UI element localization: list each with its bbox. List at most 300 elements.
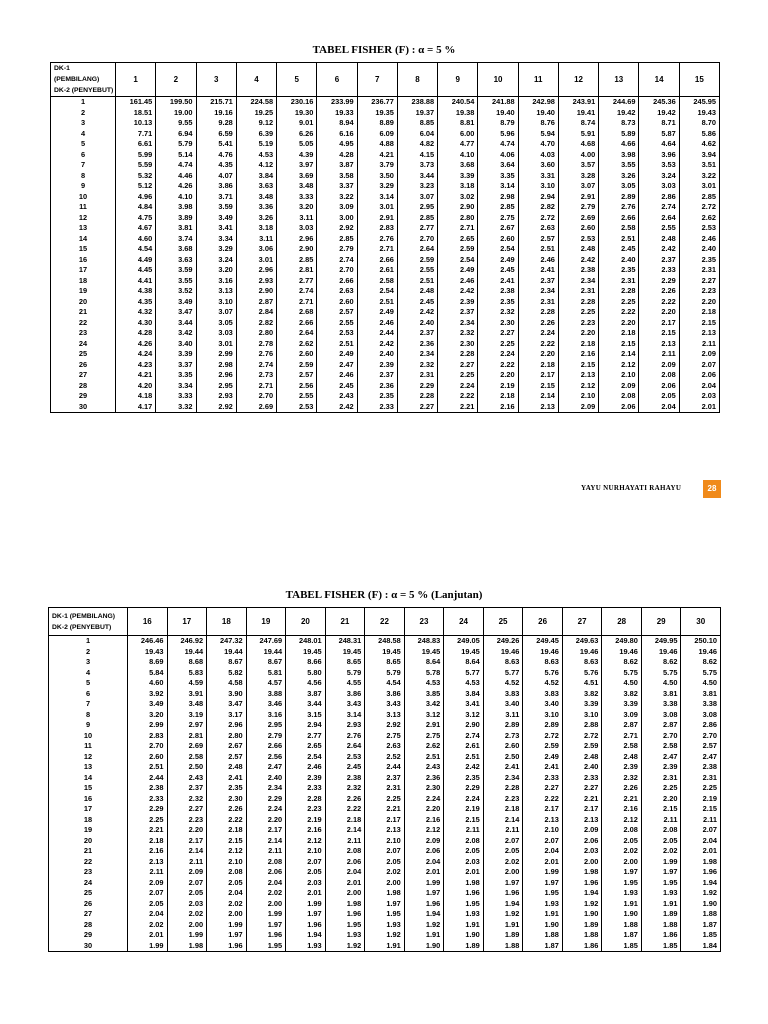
value-cell: 3.10 (523, 710, 563, 721)
value-cell: 19.41 (558, 108, 598, 119)
row-label-cell: 26 (49, 899, 128, 910)
value-cell: 3.06 (236, 244, 276, 255)
value-cell: 2.25 (478, 339, 518, 350)
value-cell: 2.56 (246, 752, 286, 763)
value-cell: 19.45 (444, 647, 484, 658)
value-cell: 2.90 (277, 244, 317, 255)
value-cell: 3.52 (156, 286, 196, 297)
row-label-cell: 14 (49, 773, 128, 784)
value-cell: 2.61 (357, 265, 397, 276)
value-cell: 3.28 (558, 171, 598, 182)
value-cell: 2.38 (558, 265, 598, 276)
row-label-cell: 27 (49, 909, 128, 920)
value-cell: 2.48 (207, 762, 247, 773)
value-cell: 1.96 (404, 899, 444, 910)
value-cell: 4.64 (639, 139, 679, 150)
value-cell: 3.43 (365, 699, 405, 710)
row-label-cell: 3 (49, 657, 128, 668)
table-title: TABEL FISHER (F) : α = 5 % (Lanjutan) (285, 589, 483, 601)
value-cell: 2.12 (207, 846, 247, 857)
value-cell: 2.66 (246, 741, 286, 752)
value-cell: 1.97 (365, 899, 405, 910)
value-cell: 2.20 (478, 370, 518, 381)
value-cell: 2.42 (639, 244, 679, 255)
value-cell: 2.20 (246, 815, 286, 826)
value-cell: 3.00 (317, 213, 357, 224)
value-cell: 4.76 (196, 150, 236, 161)
value-cell: 1.93 (523, 899, 563, 910)
value-cell: 1.92 (483, 909, 523, 920)
value-cell: 8.62 (602, 657, 642, 668)
value-cell: 2.07 (483, 836, 523, 847)
value-cell: 4.56 (286, 678, 326, 689)
value-cell: 6.00 (438, 129, 478, 140)
value-cell: 4.35 (116, 297, 156, 308)
row-label-cell: 19 (49, 825, 128, 836)
value-cell: 2.00 (207, 909, 247, 920)
value-cell: 2.01 (444, 867, 484, 878)
value-cell: 2.70 (128, 741, 168, 752)
value-cell: 4.35 (196, 160, 236, 171)
value-cell: 2.91 (558, 192, 598, 203)
value-cell: 8.76 (518, 118, 558, 129)
value-cell: 2.46 (438, 276, 478, 287)
row-label-cell: 30 (49, 941, 128, 952)
value-cell: 6.94 (156, 129, 196, 140)
value-cell: 2.13 (639, 339, 679, 350)
table-row (49, 825, 721, 836)
table-row (49, 878, 721, 889)
value-cell: 247.69 (246, 636, 286, 647)
value-cell: 2.83 (357, 223, 397, 234)
value-cell: 1.89 (562, 920, 602, 931)
value-cell: 2.69 (167, 741, 207, 752)
value-cell: 2.02 (246, 888, 286, 899)
value-cell: 3.40 (483, 699, 523, 710)
value-cell: 2.51 (599, 234, 639, 245)
value-cell: 3.79 (357, 160, 397, 171)
value-cell: 2.11 (641, 815, 681, 826)
value-cell: 2.66 (357, 255, 397, 266)
value-cell: 4.17 (116, 402, 156, 413)
value-cell: 3.39 (562, 699, 602, 710)
value-cell: 2.71 (438, 223, 478, 234)
table-row (51, 318, 720, 329)
value-cell: 3.60 (518, 160, 558, 171)
value-cell: 2.90 (438, 202, 478, 213)
row-label-cell: 22 (51, 318, 116, 329)
table-row (49, 783, 721, 794)
row-label-cell: 16 (51, 255, 116, 266)
value-cell: 2.17 (562, 804, 602, 815)
value-cell: 8.67 (207, 657, 247, 668)
value-cell: 244.69 (599, 97, 639, 108)
column-header: 29 (641, 608, 681, 636)
value-cell: 2.35 (444, 773, 484, 784)
table-row (51, 192, 720, 203)
value-cell: 2.37 (639, 255, 679, 266)
value-cell: 2.63 (365, 741, 405, 752)
value-cell: 2.09 (599, 381, 639, 392)
value-cell: 1.98 (444, 878, 484, 889)
value-cell: 3.40 (156, 339, 196, 350)
value-cell: 2.38 (681, 762, 721, 773)
value-cell: 2.45 (397, 297, 437, 308)
value-cell: 2.26 (207, 804, 247, 815)
value-cell: 2.28 (286, 794, 326, 805)
value-cell: 2.20 (599, 318, 639, 329)
value-cell: 3.16 (246, 710, 286, 721)
value-cell: 224.58 (236, 97, 276, 108)
value-cell: 2.12 (404, 825, 444, 836)
value-cell: 1.91 (365, 941, 405, 952)
value-cell: 2.40 (679, 244, 719, 255)
value-cell: 2.03 (562, 846, 602, 857)
value-cell: 2.44 (357, 328, 397, 339)
column-header: 3 (196, 63, 236, 97)
table-row (49, 678, 721, 689)
value-cell: 2.06 (639, 381, 679, 392)
value-cell: 2.06 (325, 857, 365, 868)
column-header: 19 (246, 608, 286, 636)
value-cell: 3.89 (156, 213, 196, 224)
value-cell: 2.10 (599, 370, 639, 381)
value-cell: 2.40 (599, 255, 639, 266)
value-cell: 3.42 (404, 699, 444, 710)
value-cell: 3.20 (277, 202, 317, 213)
table-row (51, 181, 720, 192)
value-cell: 8.68 (167, 657, 207, 668)
value-cell: 2.15 (558, 360, 598, 371)
value-cell: 5.91 (558, 129, 598, 140)
value-cell: 2.76 (325, 731, 365, 742)
value-cell: 2.13 (562, 815, 602, 826)
value-cell: 5.82 (207, 668, 247, 679)
value-cell: 1.95 (523, 888, 563, 899)
value-cell: 2.22 (207, 815, 247, 826)
value-cell: 8.64 (404, 657, 444, 668)
value-cell: 2.27 (438, 360, 478, 371)
value-cell: 3.07 (558, 181, 598, 192)
value-cell: 249.05 (444, 636, 484, 647)
row-label-cell: 7 (51, 160, 116, 171)
value-cell: 3.44 (156, 318, 196, 329)
value-cell: 2.92 (317, 223, 357, 234)
value-cell: 8.79 (478, 118, 518, 129)
value-cell: 2.77 (286, 731, 326, 742)
value-cell: 2.42 (317, 402, 357, 413)
value-cell: 247.32 (207, 636, 247, 647)
value-cell: 5.81 (246, 668, 286, 679)
value-cell: 2.03 (286, 878, 326, 889)
value-cell: 2.01 (325, 878, 365, 889)
row-label-cell: 27 (51, 370, 116, 381)
value-cell: 2.05 (639, 391, 679, 402)
value-cell: 2.14 (246, 836, 286, 847)
value-cell: 1.96 (562, 878, 602, 889)
value-cell: 2.37 (397, 328, 437, 339)
value-cell: 6.16 (317, 129, 357, 140)
value-cell: 2.95 (397, 202, 437, 213)
value-cell: 2.04 (679, 381, 719, 392)
value-cell: 2.37 (518, 276, 558, 287)
value-cell: 2.27 (397, 402, 437, 413)
value-cell: 1.89 (444, 941, 484, 952)
value-cell: 3.91 (167, 689, 207, 700)
table-row (51, 255, 720, 266)
value-cell: 4.77 (438, 139, 478, 150)
value-cell: 2.53 (317, 328, 357, 339)
value-cell: 3.14 (325, 710, 365, 721)
value-cell: 5.75 (602, 668, 642, 679)
value-cell: 1.99 (286, 899, 326, 910)
value-cell: 1.88 (483, 941, 523, 952)
value-cell: 1.94 (562, 888, 602, 899)
value-cell: 5.89 (599, 129, 639, 140)
header-dk1-label: DK-1 (PEMBILANG) (52, 612, 116, 620)
value-cell: 2.31 (365, 783, 405, 794)
value-cell: 1.96 (483, 888, 523, 899)
value-cell: 2.79 (558, 202, 598, 213)
value-cell: 3.81 (156, 223, 196, 234)
value-cell: 2.51 (444, 752, 484, 763)
value-cell: 3.87 (286, 689, 326, 700)
value-cell: 2.33 (286, 783, 326, 794)
table-row (49, 867, 721, 878)
value-cell: 4.88 (357, 139, 397, 150)
value-cell: 2.29 (246, 794, 286, 805)
value-cell: 2.38 (478, 286, 518, 297)
value-cell: 1.97 (483, 878, 523, 889)
row-label-cell: 7 (49, 699, 128, 710)
value-cell: 8.73 (599, 118, 639, 129)
value-cell: 2.26 (639, 286, 679, 297)
value-cell: 3.64 (478, 160, 518, 171)
value-cell: 2.85 (317, 234, 357, 245)
value-cell: 2.00 (365, 878, 405, 889)
value-cell: 1.93 (365, 920, 405, 931)
value-cell: 2.08 (602, 825, 642, 836)
value-cell: 2.11 (167, 857, 207, 868)
value-cell: 2.91 (404, 720, 444, 731)
value-cell: 3.33 (156, 391, 196, 402)
value-cell: 10.13 (116, 118, 156, 129)
value-cell: 1.92 (365, 930, 405, 941)
value-cell: 2.72 (523, 731, 563, 742)
header-label-cell (51, 63, 116, 97)
value-cell: 1.99 (167, 930, 207, 941)
value-cell: 1.99 (128, 941, 168, 952)
value-cell: 2.06 (679, 370, 719, 381)
value-cell: 2.07 (681, 825, 721, 836)
value-cell: 3.86 (196, 181, 236, 192)
value-cell: 1.91 (483, 920, 523, 931)
value-cell: 1.89 (641, 909, 681, 920)
value-cell: 2.71 (357, 244, 397, 255)
value-cell: 2.71 (236, 381, 276, 392)
value-cell: 3.49 (128, 699, 168, 710)
value-cell: 3.92 (128, 689, 168, 700)
value-cell: 3.74 (156, 234, 196, 245)
value-cell: 2.43 (167, 773, 207, 784)
value-cell: 3.29 (196, 244, 236, 255)
value-cell: 2.46 (317, 370, 357, 381)
value-cell: 2.55 (317, 318, 357, 329)
value-cell: 2.59 (523, 741, 563, 752)
value-cell: 4.60 (128, 678, 168, 689)
column-header: 15 (679, 63, 719, 97)
value-cell: 2.00 (167, 920, 207, 931)
value-cell: 2.16 (602, 804, 642, 815)
value-cell: 4.54 (365, 678, 405, 689)
value-cell: 2.17 (518, 370, 558, 381)
value-cell: 2.25 (599, 297, 639, 308)
value-cell: 2.88 (562, 720, 602, 731)
value-cell: 2.09 (558, 402, 598, 413)
row-label-cell: 28 (49, 920, 128, 931)
table-row (51, 97, 720, 108)
value-cell: 2.96 (196, 370, 236, 381)
table-row (49, 888, 721, 899)
value-cell: 1.99 (641, 857, 681, 868)
value-cell: 2.02 (483, 857, 523, 868)
value-cell: 2.01 (404, 867, 444, 878)
value-cell: 4.46 (156, 171, 196, 182)
value-cell: 2.32 (397, 360, 437, 371)
value-cell: 2.22 (518, 339, 558, 350)
value-cell: 4.24 (116, 349, 156, 360)
value-cell: 3.35 (156, 370, 196, 381)
value-cell: 1.85 (681, 930, 721, 941)
value-cell: 2.05 (602, 836, 642, 847)
value-cell: 2.34 (438, 318, 478, 329)
value-cell: 3.83 (483, 689, 523, 700)
value-cell: 3.98 (156, 202, 196, 213)
value-cell: 19.45 (286, 647, 326, 658)
value-cell: 2.18 (325, 815, 365, 826)
value-cell: 2.94 (286, 720, 326, 731)
value-cell: 2.07 (167, 878, 207, 889)
value-cell: 3.96 (639, 150, 679, 161)
value-cell: 2.80 (207, 731, 247, 742)
value-cell: 2.51 (397, 276, 437, 287)
value-cell: 2.21 (438, 402, 478, 413)
value-cell: 2.05 (483, 846, 523, 857)
value-cell: 2.53 (325, 752, 365, 763)
column-header: 4 (236, 63, 276, 97)
value-cell: 3.48 (236, 192, 276, 203)
value-cell: 2.31 (681, 773, 721, 784)
value-cell: 4.10 (438, 150, 478, 161)
value-cell: 19.43 (128, 647, 168, 658)
value-cell: 2.48 (562, 752, 602, 763)
value-cell: 2.48 (602, 752, 642, 763)
table-row (51, 150, 720, 161)
value-cell: 2.23 (167, 815, 207, 826)
value-cell: 2.63 (518, 223, 558, 234)
value-cell: 2.30 (404, 783, 444, 794)
value-cell: 3.07 (397, 192, 437, 203)
value-cell: 3.13 (196, 286, 236, 297)
value-cell: 2.15 (518, 381, 558, 392)
value-cell: 2.54 (286, 752, 326, 763)
value-cell: 2.33 (639, 265, 679, 276)
value-cell: 1.94 (404, 909, 444, 920)
value-cell: 2.13 (558, 370, 598, 381)
value-cell: 1.96 (207, 941, 247, 952)
value-cell: 2.72 (518, 213, 558, 224)
row-label-cell: 10 (51, 192, 116, 203)
value-cell: 2.30 (438, 339, 478, 350)
value-cell: 3.58 (317, 171, 357, 182)
value-cell: 2.74 (639, 202, 679, 213)
value-cell: 19.44 (207, 647, 247, 658)
header-dk2-label: DK-2 (PENYEBUT) (54, 87, 114, 94)
value-cell: 1.95 (325, 920, 365, 931)
value-cell: 3.18 (438, 181, 478, 192)
value-cell: 2.83 (128, 731, 168, 742)
value-cell: 1.85 (602, 941, 642, 952)
value-cell: 2.10 (523, 825, 563, 836)
value-cell: 2.04 (207, 888, 247, 899)
value-cell: 3.03 (639, 181, 679, 192)
value-cell: 2.39 (286, 773, 326, 784)
value-cell: 4.84 (116, 202, 156, 213)
value-cell: 2.49 (478, 255, 518, 266)
value-cell: 2.42 (357, 339, 397, 350)
value-cell: 3.10 (196, 297, 236, 308)
value-cell: 2.42 (444, 762, 484, 773)
value-cell: 3.37 (156, 360, 196, 371)
value-cell: 3.32 (156, 402, 196, 413)
value-cell: 4.51 (562, 678, 602, 689)
value-cell: 3.46 (246, 699, 286, 710)
value-cell: 8.67 (246, 657, 286, 668)
row-label-cell: 2 (51, 108, 116, 119)
value-cell: 4.59 (167, 678, 207, 689)
value-cell: 1.98 (167, 941, 207, 952)
value-cell: 4.06 (478, 150, 518, 161)
value-cell: 2.80 (236, 328, 276, 339)
table-row (51, 328, 720, 339)
value-cell: 1.98 (562, 867, 602, 878)
value-cell: 2.22 (639, 297, 679, 308)
row-label-cell: 1 (51, 97, 116, 108)
value-cell: 19.16 (196, 108, 236, 119)
value-cell: 5.96 (478, 129, 518, 140)
value-cell: 8.69 (128, 657, 168, 668)
value-cell: 2.58 (599, 223, 639, 234)
value-cell: 5.94 (518, 129, 558, 140)
value-cell: 2.26 (325, 794, 365, 805)
value-cell: 2.28 (397, 391, 437, 402)
value-cell: 2.19 (478, 381, 518, 392)
value-cell: 2.01 (286, 888, 326, 899)
row-label-cell: 5 (51, 139, 116, 150)
table-row (49, 794, 721, 805)
table-row (49, 857, 721, 868)
value-cell: 2.15 (444, 815, 484, 826)
value-cell: 1.97 (286, 909, 326, 920)
value-cell: 19.45 (325, 647, 365, 658)
table-row (49, 762, 721, 773)
value-cell: 2.57 (681, 741, 721, 752)
value-cell: 3.63 (236, 181, 276, 192)
value-cell: 2.11 (246, 846, 286, 857)
value-cell: 2.59 (562, 741, 602, 752)
row-label-cell: 22 (49, 857, 128, 868)
table-row (51, 108, 720, 119)
